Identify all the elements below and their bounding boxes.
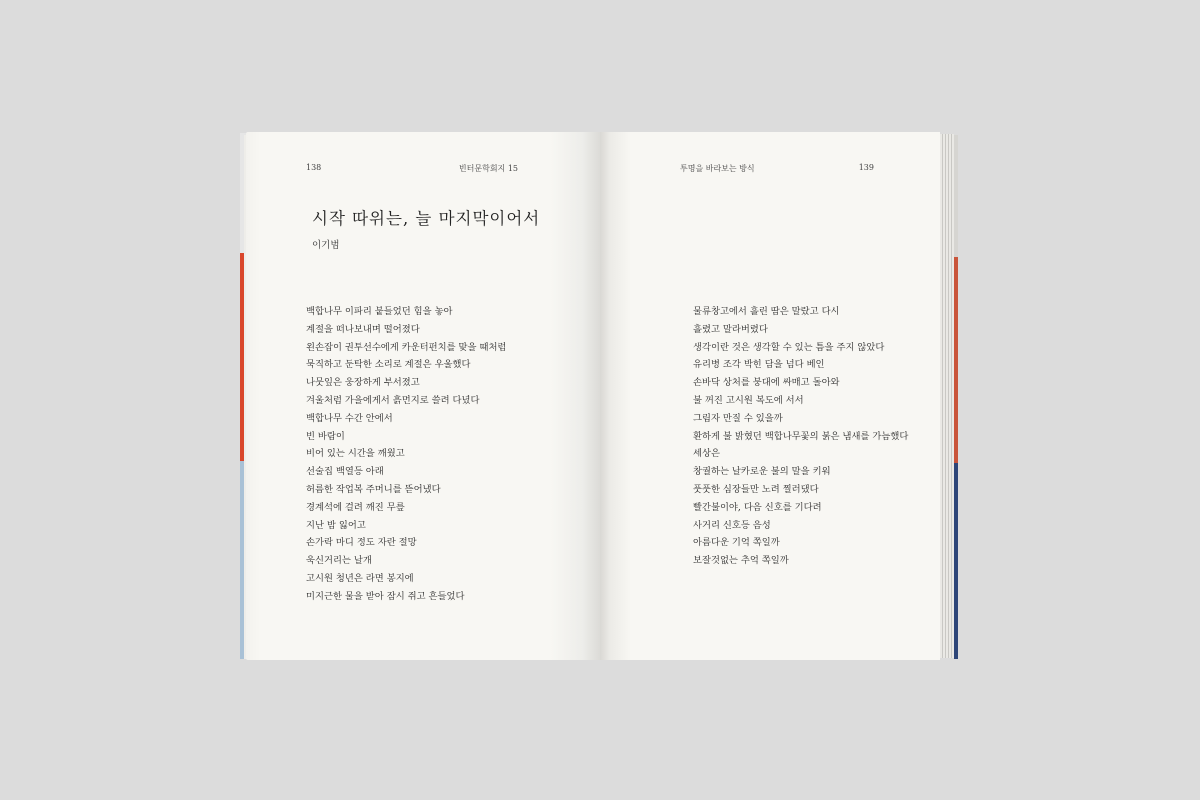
- poem-line: 사거리 신호등 음성: [693, 519, 771, 531]
- poem-line: 허름한 작업복 주머니를 뜯어냈다: [306, 483, 441, 495]
- left-poem-lines: [306, 303, 506, 606]
- poem-line: 고시원 청년은 라면 봉지에: [306, 572, 414, 584]
- poem-line: 흘렸고 말라버렸다: [693, 323, 768, 335]
- poem-line: 생각이란 것은 생각할 수 있는 틈을 주지 않았다: [693, 341, 885, 353]
- poem-line: 물류창고에서 흘린 땀은 말랐고 다시: [693, 306, 840, 317]
- right-page: [600, 132, 940, 660]
- poem-line: 백합나무 수간 안에서: [306, 412, 393, 424]
- poem-line: 풋풋한 심장들만 노려 찔러댔다: [693, 483, 819, 495]
- poem-line: 빨간불이야, 다음 신호를 기다려: [693, 501, 822, 513]
- edge-band-orange: [954, 257, 958, 463]
- poem-line: 불 꺼진 고시원 복도에 서서: [693, 394, 804, 406]
- poem-line: 손바닥 상처를 붕대에 싸매고 돌아와: [693, 377, 840, 389]
- poem-line: 미지근한 물을 받아 잠시 쥐고 흔들었다: [306, 590, 465, 602]
- right-page-stack: [940, 134, 954, 658]
- poem-line: 묵직하고 둔탁한 소리로 계절은 우울했다: [306, 359, 471, 371]
- poem-line: 욱신거리는 날개: [306, 555, 372, 567]
- right-fore-edge: [954, 131, 960, 661]
- poem-line: 왼손잡이 권투선수에게 카운터펀치를 맞을 때처럼: [306, 341, 507, 353]
- poem-line: 그림자 만질 수 있을까: [693, 412, 783, 424]
- right-page-number: 139: [858, 163, 874, 172]
- edge-band-light: [954, 135, 958, 257]
- left-page: [246, 132, 600, 660]
- poem-line: 유리병 조각 박힌 담을 넘다 베인: [693, 359, 825, 371]
- poem-line: 아름다운 기억 쪽일까: [693, 537, 780, 549]
- right-poem-lines: [693, 303, 908, 570]
- poem-line: 비어 있는 시간을 깨웠고: [306, 448, 405, 460]
- poem-author: 이기범: [312, 240, 340, 251]
- right-running-header: 투명을 바라보는 방식: [680, 164, 755, 173]
- poem-title: 시작 따위는, 늘 마지막이어서: [312, 209, 541, 228]
- poem-line: 창궐하는 날카로운 불의 말을 키워: [693, 466, 831, 478]
- poem-line: 지난 밤 잃어고: [306, 519, 366, 531]
- edge-band-navy: [954, 463, 958, 659]
- poem-line: 세상은: [693, 448, 720, 460]
- poem-line: 빈 바람이: [306, 430, 345, 442]
- poem-line: 선술집 백열등 아래: [306, 466, 384, 478]
- open-book: [240, 131, 960, 661]
- poem-line: 경계석에 걸려 깨진 무릎: [306, 501, 405, 513]
- poem-line: 보잘것없는 추억 쪽일까: [693, 555, 789, 567]
- poem-line: 백합나무 이파리 붙들었던 힘을 놓아: [306, 306, 453, 317]
- left-running-header: 빈터문학회지 15: [458, 164, 518, 173]
- poem-line: 겨울처럼 가을에게서 흙먼지로 쓸려 다녔다: [306, 394, 480, 406]
- left-page-number: 138: [306, 163, 322, 172]
- poem-line: 환하게 불 밝혔던 백합나무꽃의 붉은 냄새를 가늠했다: [693, 430, 909, 442]
- poem-line: 나뭇잎은 웅장하게 부서졌고: [306, 377, 420, 389]
- poem-line: 손가락 마디 정도 자란 절망: [306, 537, 417, 549]
- poem-line: 계절을 떠나보내며 떨어졌다: [306, 323, 420, 335]
